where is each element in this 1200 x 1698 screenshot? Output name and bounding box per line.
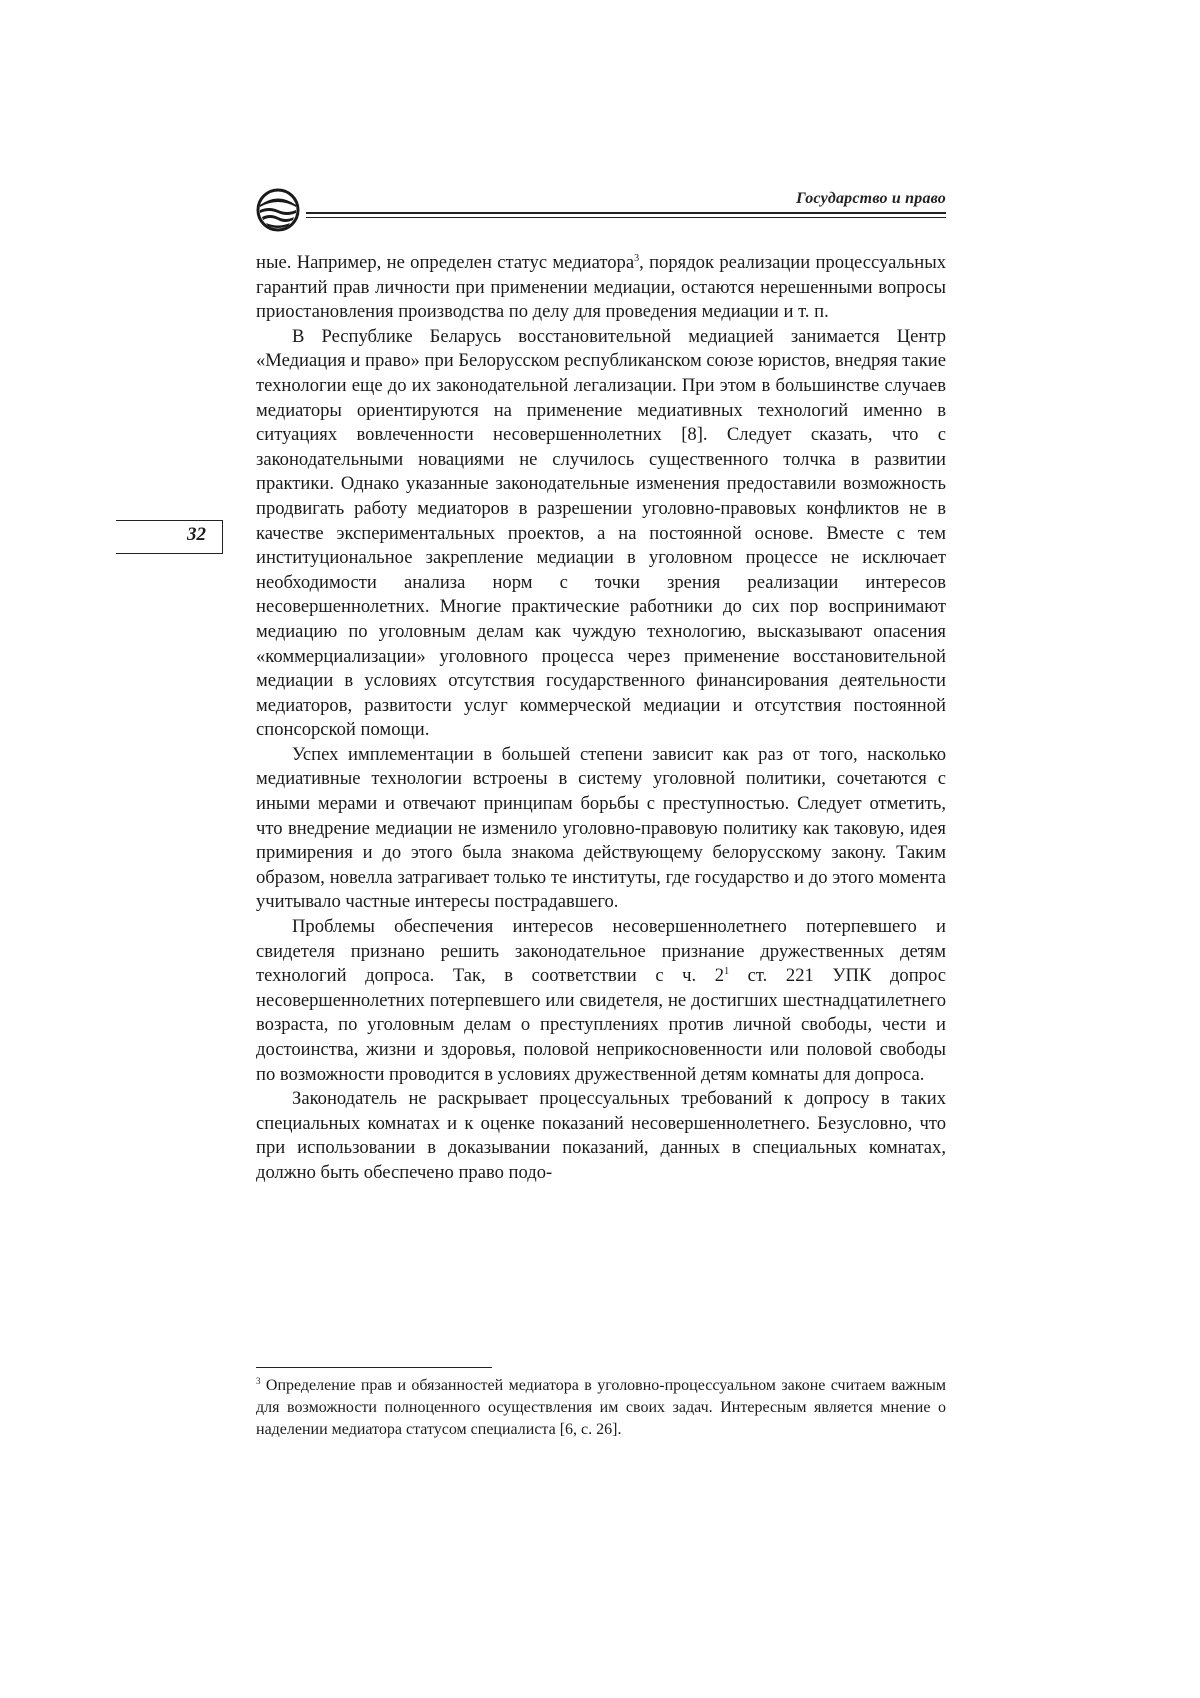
header-rule-thick [306, 212, 946, 214]
paragraph-4 [256, 915, 946, 1087]
paragraph-1-text-a: ные. Например, не определен статус медиатора [256, 252, 635, 273]
journal-emblem-icon [256, 188, 300, 232]
page-number: 32 [187, 524, 206, 545]
paragraph-4-text-b: ст. 221 УПК допрос несовершеннолетних потерпевшего или свидетеля, не достигших шестнадцатилетнего возраста, по уголовным делам о преступлениях против личной свободы, чести и достоинства, жизни и здоровья, половой неприкосновенности или половой свободы по возможности проводится в условиях дружественной детям комнаты для допроса. [256, 965, 946, 1085]
footnote-text: Определение прав и обязанностей медиатора в уголовно-процессуальном законе считаем важным для возможности полноценного осуществления им своих задач. Интересным является мнение о наделении медиатора статусом специалиста [6, с. 26]. [256, 1377, 946, 1438]
running-header [256, 188, 946, 238]
paragraph-2: В Республике Беларусь восстановительной медиацией занимается Центр «Медиация и право» при Белорусском республиканском союзе юристов, внедряя такие технологии еще до их законодательной легализации. При этом в большинстве случаев медиаторы ориентируются на применение медиативных технологий именно в ситуациях вовлеченности несовершеннолетних [8]. Следует сказать, что с законодательными новациями не случилось существенного толчка в развитии практики. Однако указанные законодательные изменения предоставили возможность продвигать работу медиаторов в разрешении уголовно-правовых конфликтов не в качестве экспериментальных проектов, а на постоянной основе. Вместе с тем институциональное закрепление медиации в уголовном процессе не исключает необходимости анализа норм с точки зрения реализации интересов несовершеннолетних. Многие практические работники до сих пор воспринимают медиацию по уголовным делам как чуждую технологию, высказывают опасения «коммерциализации» уголовного процесса через применение восстановительной медиации в условиях отсутствия государственного финансирования деятельности медиаторов, развитости услуг коммерческой медиации и отсутствия постоянной спонсорской помощи. [256, 325, 946, 741]
paragraph-4-text-a: Проблемы обеспечения интересов несовершеннолетнего потерпевшего и свидетеля признано решить законодательное признание дружественных детям технологий допроса. Так, в соответствии с ч. 2 [256, 916, 946, 987]
paragraph-5: Законодатель не раскрывает процессуальных требований к допросу в таких специальных комнатах и к оценке показаний несовершеннолетнего. Безусловно, что при использовании в доказывании показаний, данных в специальных комнатах, должно быть обеспечено право подо- [256, 1088, 946, 1183]
journal-title: Государство и право [796, 190, 946, 207]
paragraph-1-text-b: , порядок реализации процессуальных гарантий прав личности при применении медиации, остаются нерешенными вопросы приостановления производства по делу для проведения медиации и т. п. [256, 252, 946, 323]
paragraph-3: Успех имплементации в большей степени зависит как раз от того, насколько медиативные технологии встроены в систему уголовной политики, сочетаются с иными мерами и отвечают принципам борьбы с преступностью. Следует отметить, что внедрение медиации не изменило уголовно-правовую политику как таковую, идея примирения и до этого была знакома действующему белорусскому закону. Таким образом, новелла затрагивает только те институты, где государство и до этого момента учитывало частные интересы пострадавшего. [256, 743, 946, 913]
header-rule-thin [306, 217, 946, 218]
page-number-box [116, 520, 223, 554]
footnote-ref-3[interactable]: 3 [634, 253, 640, 264]
footnote-3 [256, 1375, 946, 1441]
body-text [256, 251, 946, 1186]
footnote-marker: 3 [256, 1376, 261, 1386]
footnote-divider [256, 1367, 492, 1368]
article-part-superscript: 1 [724, 966, 730, 978]
paragraph-1 [256, 251, 946, 325]
footnote [256, 1375, 946, 1441]
